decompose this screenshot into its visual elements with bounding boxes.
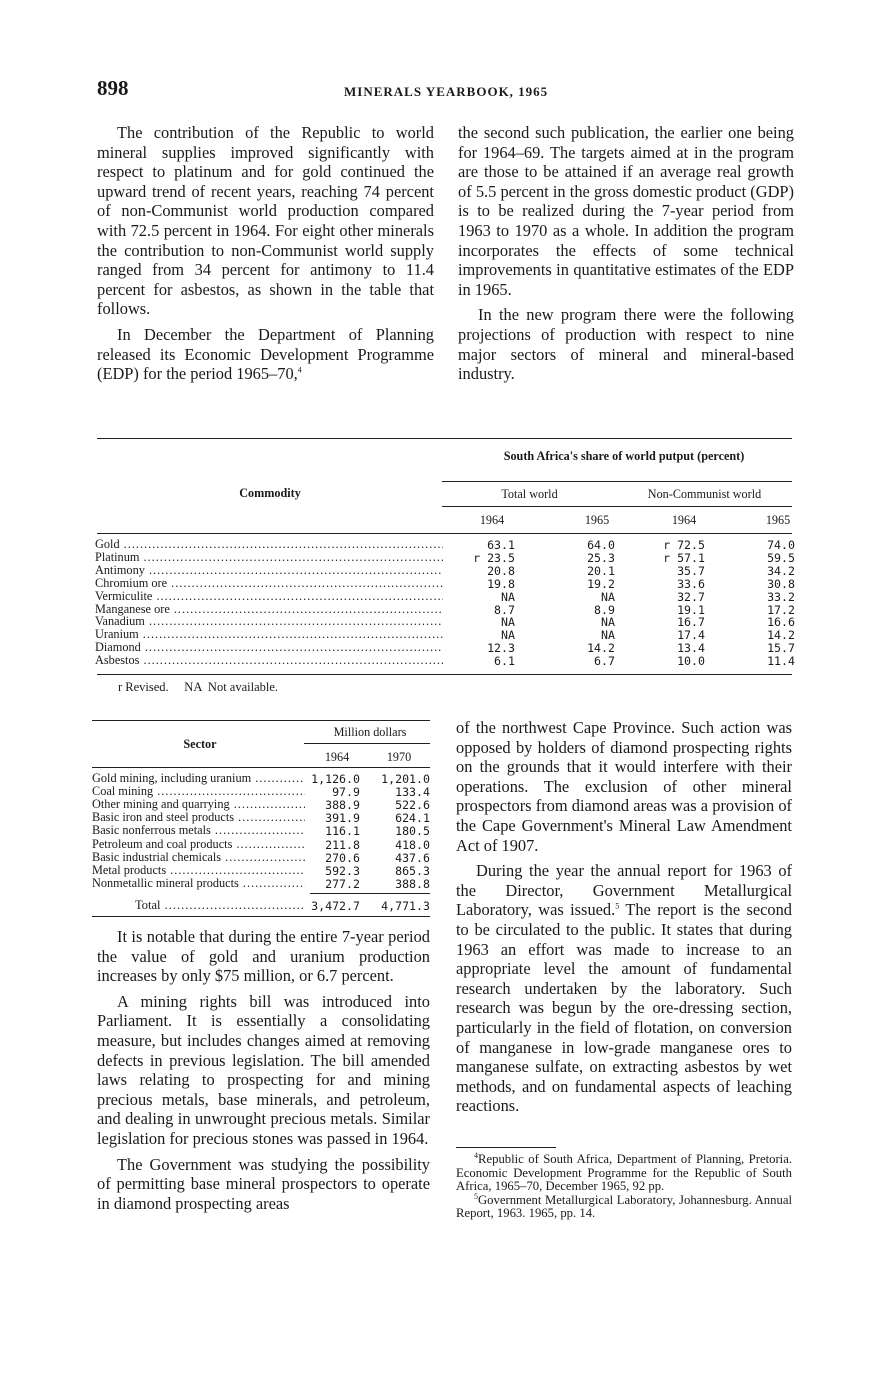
paragraph: In December the Department of Planning released its Economic Development Programme (EDP) for the period 1965–70,$^4$ — [97, 324, 434, 384]
table-cell: 33.2 — [767, 589, 795, 604]
table-cell: 388.8 — [395, 876, 430, 891]
table-row-label: Basic nonferrous metals ..... — [92, 824, 305, 837]
unit-header: Million dollars — [333, 725, 407, 739]
table-cell: 16.7 — [677, 615, 705, 630]
table-cell: 418.0 — [395, 837, 430, 852]
table-cell: 14.2 — [587, 641, 615, 656]
table-row-label: Manganese ore ..... — [95, 603, 443, 616]
table-cell: 116.1 — [325, 824, 360, 839]
column-2-bottom — [456, 718, 792, 1122]
year-header: 1970 — [386, 750, 412, 764]
table-cell: 25.3 — [587, 550, 615, 565]
table-cell: 270.6 — [325, 850, 360, 865]
table-cell: 16.6 — [767, 615, 795, 630]
commodity-header: Commodity — [239, 486, 301, 500]
table-cell: 59.5 — [767, 550, 795, 565]
table-cell: 63.1 — [487, 538, 515, 552]
table-cell: 10.0 — [677, 654, 705, 669]
table-row-label: Gold mining, including uranium ..... — [92, 772, 305, 785]
table-rule — [92, 720, 430, 721]
table-cell: 17.2 — [767, 602, 795, 617]
table-cell: 133.4 — [395, 785, 430, 800]
table-rule — [442, 481, 792, 482]
table-rule — [97, 438, 792, 439]
table-cell: r 57.1 — [663, 550, 705, 565]
table-note: r Revised. NA Not available. — [118, 680, 279, 694]
paragraph: During the year the annual report for 1963 of the Director, Government Metallurgical Laboratory, was issued.$^5$ The report is the second to be circulated to the public. It states that during 1963 an effort was made to increase to an appropriate level the amount of fundamental research undertaken by the laboratory. Such research was begun by the ore-dressing section, particularly in the field of flotation, on conversion of manganese in low-grade manganese ores to manganese sulfate, on extracting asbestos by wet methods, and on fundamental aspects of leaching reactions. — [456, 861, 793, 1116]
table-cell: 20.1 — [587, 563, 615, 578]
table-rule — [97, 674, 792, 675]
column-1-top — [97, 123, 434, 390]
table-cell: NA — [601, 628, 615, 643]
group-header-total: Total world — [501, 487, 558, 501]
table-cell: 32.7 — [677, 589, 705, 604]
paragraph: In the new program there were the following projections of production with respect to nine major sectors of mineral and mineral-based industry. — [458, 305, 794, 384]
paragraph: of the northwest Cape Province. Such action was opposed by holders of diamond prospecting rights on the grounds that it would interfere with their operations. The exclusion of other mineral prospectors from diamond areas was a provision of the Cape Government's Mineral Law Amendment Act of 1907. — [456, 718, 792, 855]
group-header-noncommunist: Non-Communist world — [647, 487, 762, 501]
table-cell: 11.4 — [767, 654, 795, 669]
table-cell: 1,126.0 — [311, 772, 360, 786]
table-cell: 211.8 — [325, 837, 360, 852]
footnote-rule — [456, 1147, 556, 1148]
footnote: $^4$Republic of South Africa, Department of Planning, Pretoria. Economic Development Programme for the Republic of South Africa, 1965–70, December 1965, 92 pp. — [456, 1150, 792, 1193]
table-cell: 277.2 — [325, 876, 360, 891]
running-title: MINERALS YEARBOOK, 1965 — [344, 84, 549, 99]
table-rule — [442, 506, 792, 507]
table-row-label: Nonmetallic mineral products ..... — [92, 877, 305, 890]
table-cell: 180.5 — [395, 824, 430, 839]
table-rule — [304, 743, 430, 744]
table-row-label: Other mining and quarrying ..... — [92, 798, 305, 811]
paragraph: It is notable that during the entire 7-year period the value of gold and uranium production increases by only $75 million, or 6.7 percent. — [97, 927, 430, 986]
table-cell: 437.6 — [395, 850, 430, 865]
table-cell: r 23.5 — [473, 550, 515, 565]
table-cell: 74.0 — [767, 538, 795, 552]
table-cell: 8.7 — [494, 602, 515, 617]
table-row-label: Asbestos ..... — [95, 654, 443, 667]
table-row-label: Petroleum and coal products ..... — [92, 838, 305, 851]
table-cell: 19.2 — [587, 576, 615, 591]
footnote-ref: 4 — [297, 365, 302, 375]
year-header: 1965 — [584, 513, 610, 527]
table-row-label: Vanadium ..... — [95, 615, 443, 628]
table-cell: 20.8 — [487, 563, 515, 578]
column-1-bottom — [97, 927, 430, 1219]
table-cell: 13.4 — [677, 641, 705, 656]
table-cell: NA — [501, 615, 515, 630]
table-row-label: Antimony ..... — [95, 564, 443, 577]
table-cell: 624.1 — [395, 811, 430, 826]
footnote-ref: 5 — [615, 901, 620, 911]
table-row-label: Vermiculite ..... — [95, 590, 443, 603]
year-header: 1964 — [324, 750, 350, 764]
table-cell: NA — [601, 589, 615, 604]
table-cell: 865.3 — [395, 863, 430, 878]
total-label: Total ..... — [135, 899, 305, 912]
table-title: South Africa's share of world putput (percent) — [503, 449, 745, 463]
table-rule — [310, 893, 430, 894]
column-2-top — [458, 123, 794, 390]
table-cell: NA — [601, 615, 615, 630]
paragraph: The Government was studying the possibility of permitting base mineral prospectors to operate in diamond prospecting areas — [97, 1154, 430, 1213]
table-cell: r 72.5 — [663, 538, 705, 552]
table-cell: 522.6 — [395, 798, 430, 813]
page-number: 898 — [97, 76, 129, 100]
table-cell: 388.9 — [325, 798, 360, 813]
table-row-label: Diamond ..... — [95, 641, 443, 654]
table-cell: 592.3 — [325, 863, 360, 878]
table-row-label: Platinum ..... — [95, 551, 443, 564]
table-cell: 64.0 — [587, 538, 615, 552]
year-header: 1964 — [479, 513, 505, 527]
table-cell: 391.9 — [325, 811, 360, 826]
table-cell: 19.1 — [677, 602, 705, 617]
year-header: 1965 — [765, 513, 791, 527]
year-header: 1964 — [671, 513, 697, 527]
table-cell: 8.9 — [594, 602, 615, 617]
table-cell: 30.8 — [767, 576, 795, 591]
table-rule — [92, 767, 430, 768]
table-row-label: Basic industrial chemicals ..... — [92, 851, 305, 864]
table-row-label: Gold ..... — [95, 538, 443, 551]
table-cell: 35.7 — [677, 563, 705, 578]
table-cell: NA — [501, 628, 515, 643]
footnotes — [456, 1150, 792, 1221]
table-cell: 15.7 — [767, 641, 795, 656]
table-row-label: Basic iron and steel products ..... — [92, 811, 305, 824]
table-cell: 34.2 — [767, 563, 795, 578]
table-cell: 97.9 — [332, 785, 360, 800]
table-cell: NA — [501, 589, 515, 604]
table-cell: 12.3 — [487, 641, 515, 656]
table-row-label: Chromium ore ..... — [95, 577, 443, 590]
sector-header: Sector — [183, 737, 217, 751]
paragraph: A mining rights bill was introduced into Parliament. It is essentially a consolidating measure, but includes changes aimed at removing defects in previous legislation. The bill amended laws relating to prospecting for and mining precious metals, base minerals, and petroleum, and dealing in unwrought precious metals. Similar legislation for precious stones was passed in 1964. — [97, 991, 430, 1148]
table-cell: 6.7 — [594, 654, 615, 669]
table-cell: 19.8 — [487, 576, 515, 591]
table-cell: 14.2 — [767, 628, 795, 643]
paragraph: The contribution of the Republic to world mineral supplies improved significantly with respect to platinum and for gold continued the upward trend of recent years, reaching 74 percent of non-Communist world production compared with 72.5 percent in 1964. For eight other minerals the contribution to non-Communist world supply ranged from 34 percent for antimony to 11.4 percent for asbestos, as shown in the table that follows. — [97, 123, 434, 319]
table-rule — [92, 916, 430, 917]
table-row-label: Uranium ..... — [95, 628, 443, 641]
table-row-label: Coal mining ..... — [92, 785, 305, 798]
paragraph: the second such publication, the earlier one being for 1964–69. The targets aimed at in the program are those to be attained if an average real growth of 5.5 percent in the gross domestic product (GDP) is to be realized during the 7-year period from 1963 to 1970 as a whole. In addition the program incorporates the effects of some technical improvements in quantitative estimates of the EDP in 1965. — [458, 123, 794, 299]
total-value: 3,472.7 — [311, 899, 360, 913]
footnote: $^5$Government Metallurgical Laboratory, Johannesburg. Annual Report, 1963. 1965, pp. 14. — [456, 1191, 792, 1220]
table-cell: 33.6 — [677, 576, 705, 591]
table-cell: 6.1 — [494, 654, 515, 669]
table-cell: 17.4 — [677, 628, 705, 643]
table-cell: 1,201.0 — [381, 772, 430, 786]
table-row-label: Metal products ..... — [92, 864, 305, 877]
total-value: 4,771.3 — [381, 899, 430, 913]
table-rule — [97, 533, 792, 534]
